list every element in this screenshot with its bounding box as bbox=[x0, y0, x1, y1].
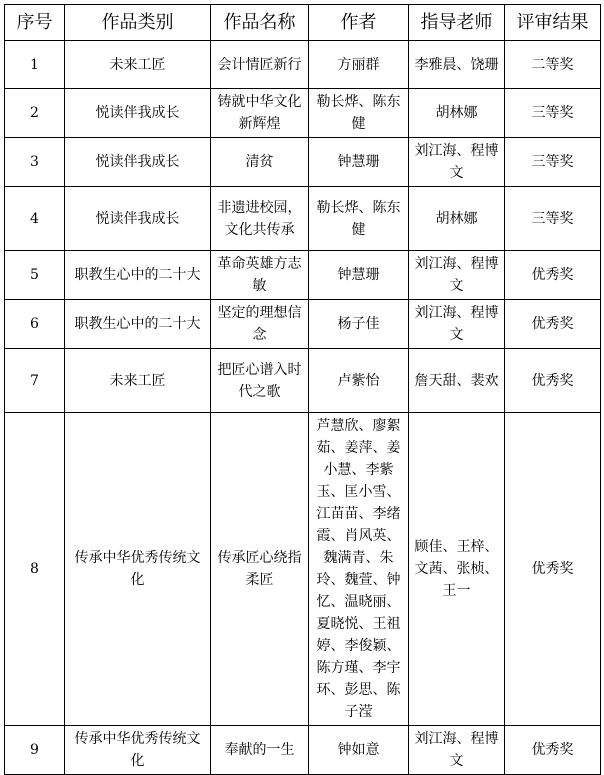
cell-category: 未来工匠 bbox=[65, 41, 211, 89]
table-row bbox=[5, 300, 601, 349]
cell-category: 传承中华优秀传统文化 bbox=[65, 726, 211, 775]
table-row bbox=[5, 89, 601, 138]
cell-result: 优秀奖 bbox=[505, 300, 601, 349]
cell-seq: 5 bbox=[5, 251, 65, 300]
header-category: 作品类别 bbox=[65, 5, 211, 41]
cell-category: 职教生心中的二十大 bbox=[65, 300, 211, 349]
cell-title: 把匠心谱入时代之歌 bbox=[211, 349, 309, 413]
cell-result: 优秀奖 bbox=[505, 413, 601, 726]
cell-category: 传承中华优秀传统文化 bbox=[65, 413, 211, 726]
header-title: 作品名称 bbox=[211, 5, 309, 41]
cell-title: 坚定的理想信念 bbox=[211, 300, 309, 349]
cell-advisor: 刘江海、程博文 bbox=[409, 300, 505, 349]
cell-category: 职教生心中的二十大 bbox=[65, 251, 211, 300]
cell-advisor: 刘江海、程博文 bbox=[409, 138, 505, 187]
cell-advisor: 胡林娜 bbox=[409, 187, 505, 251]
table-row bbox=[5, 413, 601, 726]
table-row bbox=[5, 251, 601, 300]
table-row bbox=[5, 138, 601, 187]
header-author: 作者 bbox=[309, 5, 409, 41]
cell-category: 悦读伴我成长 bbox=[65, 187, 211, 251]
cell-advisor: 李雅晨、饶珊 bbox=[409, 41, 505, 89]
cell-result: 优秀奖 bbox=[505, 726, 601, 775]
cell-title: 非遗进校园，文化共传承 bbox=[211, 187, 309, 251]
cell-result: 三等奖 bbox=[505, 187, 601, 251]
cell-seq: 6 bbox=[5, 300, 65, 349]
cell-title: 铸就中华文化新辉煌 bbox=[211, 89, 309, 138]
cell-category: 未来工匠 bbox=[65, 349, 211, 413]
table-row bbox=[5, 349, 601, 413]
awards-table bbox=[4, 4, 601, 775]
cell-title: 会计情匠新行 bbox=[211, 41, 309, 89]
cell-author: 钟如意 bbox=[309, 726, 409, 775]
header-result: 评审结果 bbox=[505, 5, 601, 41]
cell-seq: 8 bbox=[5, 413, 65, 726]
cell-author: 勒长烨、陈东健 bbox=[309, 89, 409, 138]
header-seq: 序号 bbox=[5, 5, 65, 41]
cell-advisor: 詹天甜、裴欢 bbox=[409, 349, 505, 413]
cell-category: 悦读伴我成长 bbox=[65, 138, 211, 187]
cell-seq: 7 bbox=[5, 349, 65, 413]
cell-category: 悦读伴我成长 bbox=[65, 89, 211, 138]
table-row bbox=[5, 41, 601, 89]
cell-title: 奉献的一生 bbox=[211, 726, 309, 775]
header-advisor: 指导老师 bbox=[409, 5, 505, 41]
cell-author: 芦慧欣、廖絮茹、姜萍、姜小慧、李紫玉、匡小雪、江苗苗、李绪霞、肖风英、魏满青、朱玲、魏萱、钟忆、温晓丽、夏晓悦、王祖婷、李俊颖、陈方瑾、李宇环、彭思、陈子滢 bbox=[309, 413, 409, 726]
cell-advisor: 刘江海、程博文 bbox=[409, 251, 505, 300]
cell-author: 杨子佳 bbox=[309, 300, 409, 349]
cell-author: 钟慧珊 bbox=[309, 138, 409, 187]
cell-result: 优秀奖 bbox=[505, 349, 601, 413]
cell-seq: 1 bbox=[5, 41, 65, 89]
cell-result: 优秀奖 bbox=[505, 251, 601, 300]
header-row bbox=[5, 5, 601, 41]
cell-title: 革命英雄方志敏 bbox=[211, 251, 309, 300]
cell-author: 勒长烨、陈东健 bbox=[309, 187, 409, 251]
cell-author: 方丽群 bbox=[309, 41, 409, 89]
cell-title: 传承匠心绕指柔匠 bbox=[211, 413, 309, 726]
cell-seq: 9 bbox=[5, 726, 65, 775]
cell-title: 清贫 bbox=[211, 138, 309, 187]
cell-seq: 4 bbox=[5, 187, 65, 251]
cell-result: 二等奖 bbox=[505, 41, 601, 89]
cell-advisor: 刘江海、程博文 bbox=[409, 726, 505, 775]
cell-author: 卢紫怡 bbox=[309, 349, 409, 413]
cell-seq: 3 bbox=[5, 138, 65, 187]
cell-advisor: 胡林娜 bbox=[409, 89, 505, 138]
cell-author: 钟慧珊 bbox=[309, 251, 409, 300]
cell-result: 三等奖 bbox=[505, 138, 601, 187]
table-row bbox=[5, 187, 601, 251]
cell-result: 三等奖 bbox=[505, 89, 601, 138]
cell-advisor: 顾佳、王梓、文茜、张桢、王一 bbox=[409, 413, 505, 726]
cell-seq: 2 bbox=[5, 89, 65, 138]
